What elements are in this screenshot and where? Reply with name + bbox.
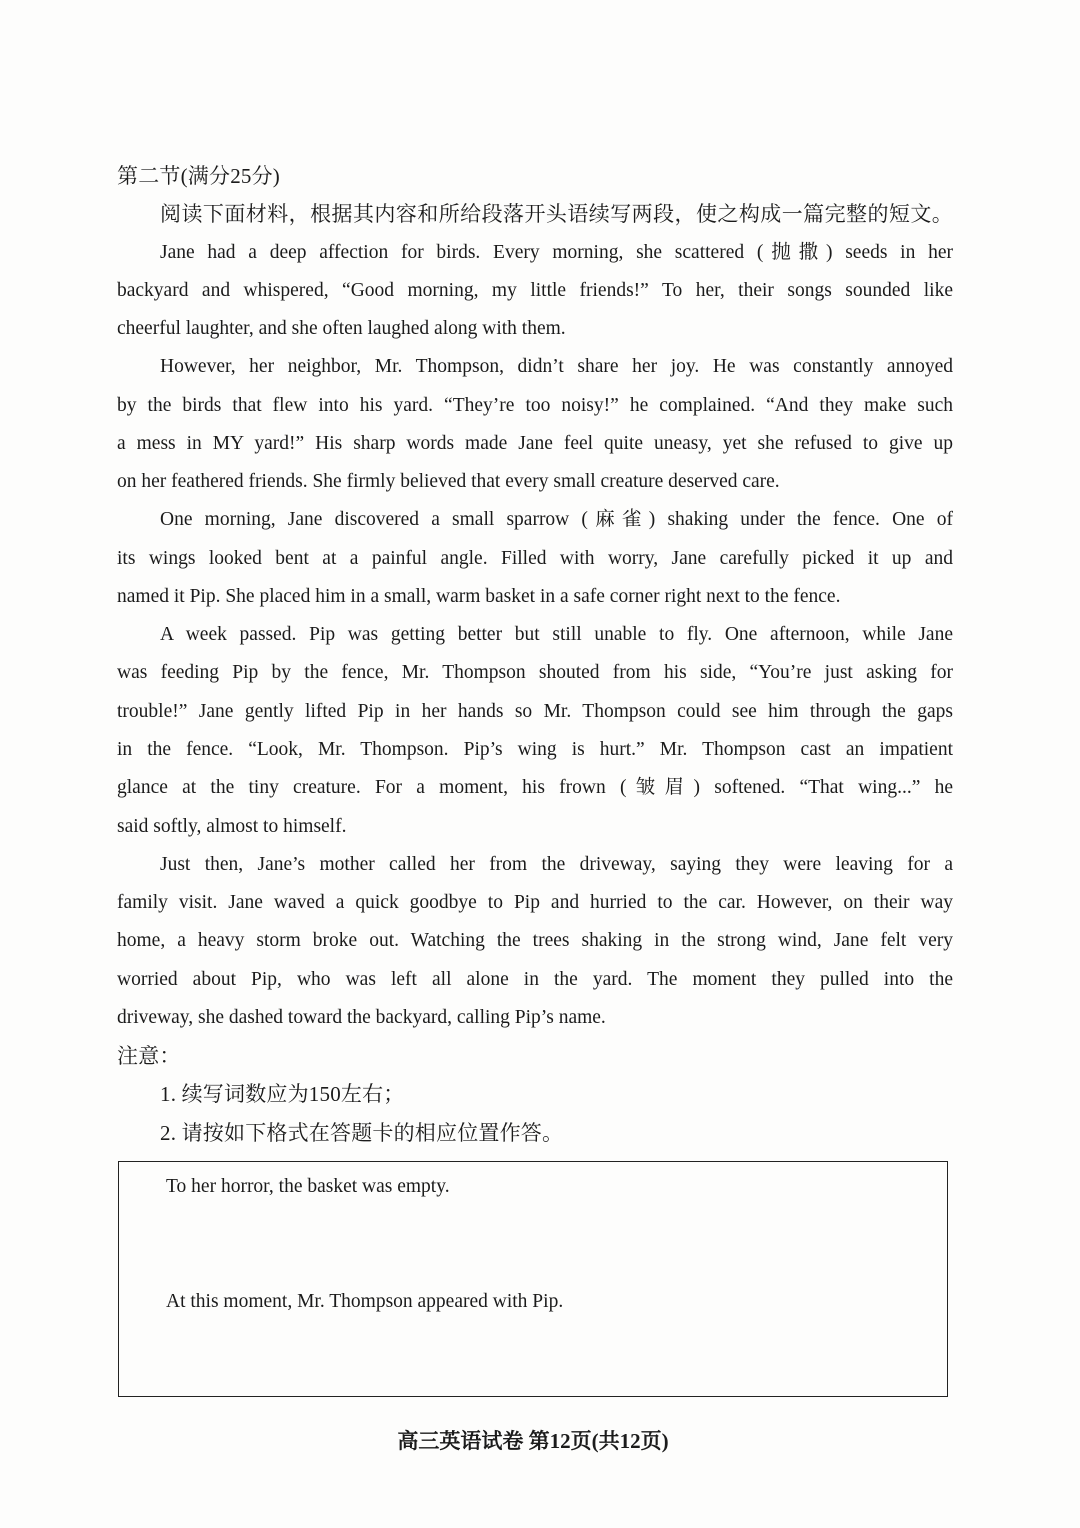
passage-line: backyard and whispered, “Good morning, my little friends!” To her, their songs sounded like bbox=[117, 279, 953, 301]
notes bbox=[117, 1037, 953, 1152]
passage-line: glance at the tiny creature. For a moment, his frown (皱眉) softened. “That wing...” he bbox=[117, 777, 953, 799]
writing-section bbox=[117, 157, 953, 1152]
paragraph-opening-2: At this moment, Mr. Thompson appeared with Pip. bbox=[166, 1291, 564, 1312]
paragraph-5 bbox=[117, 846, 953, 1037]
passage-line: named it Pip. She placed him in a small, warm basket in a safe corner right next to the fence. bbox=[117, 585, 841, 607]
note-item: 1. 续写词数应为150左右； bbox=[160, 1082, 405, 1107]
passage-line: cheerful laughter, and she often laughed along with them. bbox=[117, 318, 566, 340]
passage-line: A week passed. Pip was getting better but still unable to fly. One afternoon, while Jane bbox=[160, 624, 953, 646]
paragraph-1 bbox=[117, 234, 953, 349]
passage-line: home, a heavy storm broke out. Watching the trees shaking in the strong wind, Jane felt very bbox=[117, 930, 953, 952]
passage-line: by the birds that flew into his yard. “They’re too noisy!” he complained. “And they make such bbox=[117, 394, 953, 416]
passage-line: its wings looked bent at a painful angle. Filled with worry, Jane carefully picked it up and bbox=[117, 547, 953, 569]
passage-line: worried about Pip, who was left all alone in the yard. The moment they pulled into the bbox=[117, 968, 953, 990]
passage-line: in the fence. “Look, Mr. Thompson. Pip’s wing is hurt.” Mr. Thompson cast an impatient bbox=[117, 738, 953, 760]
passage-line: said softly, almost to himself. bbox=[117, 815, 347, 837]
note-item: 2. 请按如下格式在答题卡的相应位置作答。 bbox=[160, 1120, 564, 1145]
answer-format-box bbox=[118, 1161, 948, 1397]
passage-line: driveway, she dashed toward the backyard, calling Pip’s name. bbox=[117, 1006, 606, 1028]
paragraph-2 bbox=[117, 348, 953, 501]
passage-line: trouble!” Jane gently lifted Pip in her hands so Mr. Thompson could see him through the gaps bbox=[117, 700, 953, 722]
paragraph-4 bbox=[117, 616, 953, 846]
passage bbox=[117, 234, 953, 1038]
page-footer: 高三英语试卷 第12页(共12页) bbox=[397, 1429, 669, 1453]
passage-line: Jane had a deep affection for birds. Every morning, she scattered (抛撒) seeds in her bbox=[160, 241, 953, 263]
passage-line: was feeding Pip by the fence, Mr. Thompson shouted from his side, “You’re just asking for bbox=[117, 662, 953, 684]
passage-line: Just then, Jane’s mother called her from the driveway, saying they were leaving for a bbox=[160, 853, 953, 875]
section-heading: 第二节(满分25分) bbox=[117, 164, 280, 188]
paragraph-3 bbox=[117, 501, 953, 616]
passage-line: on her feathered friends. She firmly believed that every small creature deserved care. bbox=[117, 471, 780, 493]
notes-label: 注意： bbox=[117, 1044, 181, 1069]
passage-line: family visit. Jane waved a quick goodbye to Pip and hurried to the car. However, on their way bbox=[117, 892, 953, 914]
passage-line: However, her neighbor, Mr. Thompson, didn’t share her joy. He was constantly annoyed bbox=[160, 356, 953, 378]
paragraph-opening-1: To her horror, the basket was empty. bbox=[166, 1176, 450, 1197]
passage-line: a mess in MY yard!” His sharp words made Jane feel quite uneasy, yet she refused to give up bbox=[117, 432, 953, 454]
passage-line: One morning, Jane discovered a small sparrow (麻雀) shaking under the fence. One of bbox=[160, 509, 953, 531]
section-instruction: 阅读下面材料，根据其内容和所给段落开头语续写两段，使之构成一篇完整的短文。 bbox=[160, 202, 953, 227]
